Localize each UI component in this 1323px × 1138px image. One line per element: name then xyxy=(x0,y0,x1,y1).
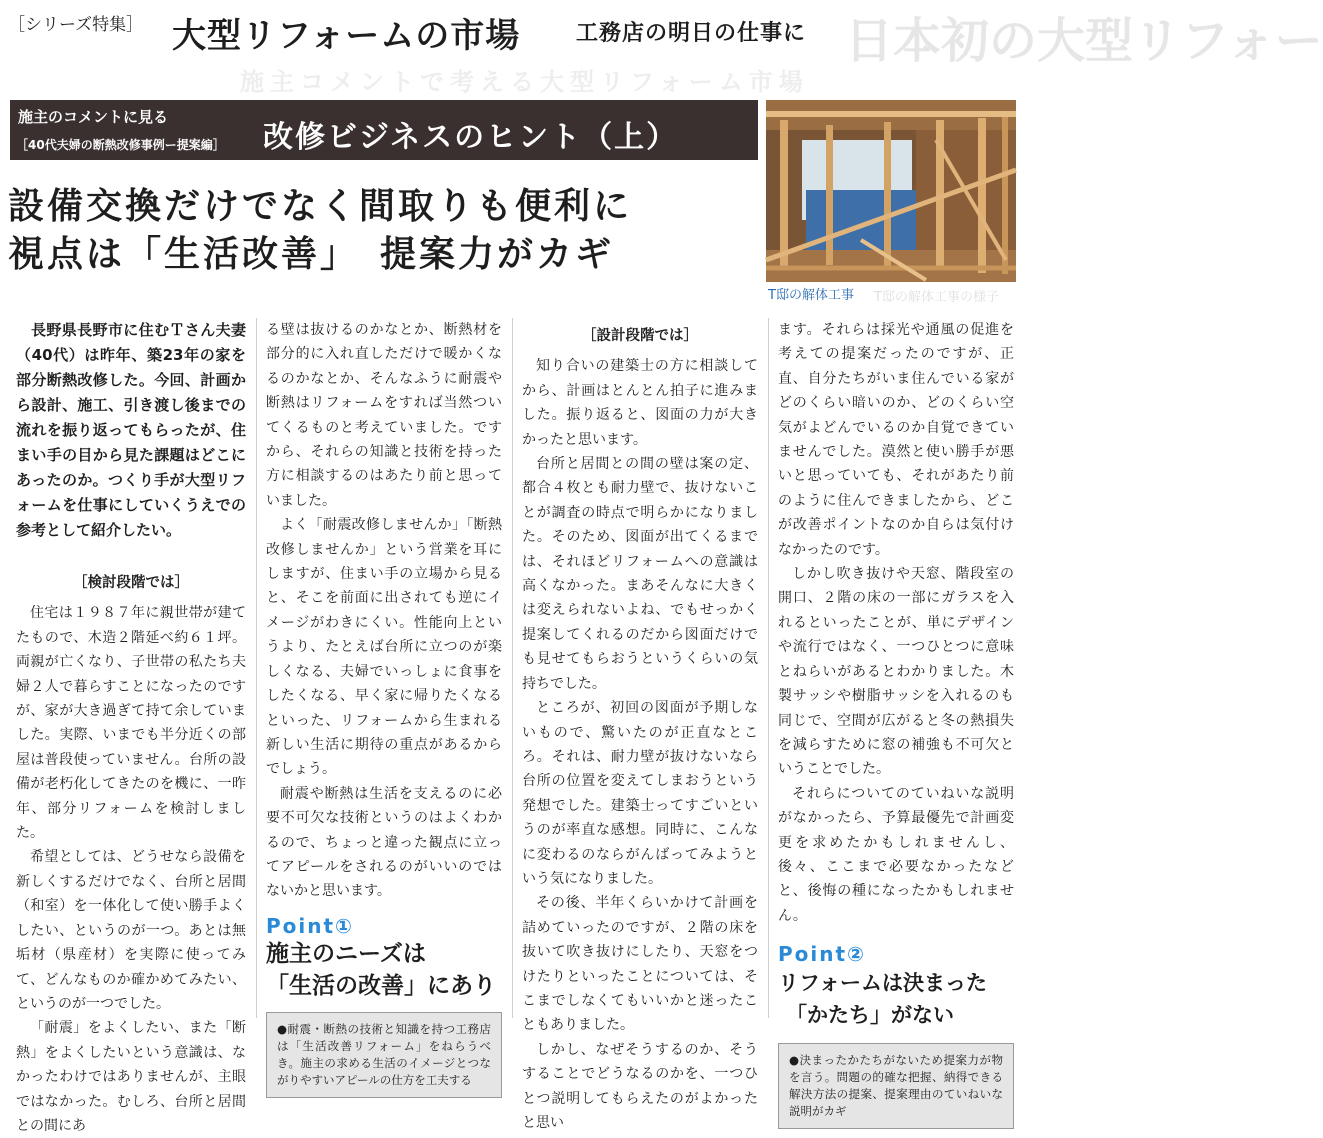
series-tag: ［シリーズ特集］ xyxy=(8,15,144,35)
banner-case-label: ［40代夫婦の断熱改修事例ー提案編］ xyxy=(16,138,225,152)
body-paragraph: 希望としては、どうせなら設備を新しくするだけでなく、台所と居間（和室）を一体化して使い勝手よくしたい、というのが一つ。あとは無垢材（県産材）を実際に使ってみて、どんなものか確かめてみたい、というのが一つでした。 xyxy=(16,849,246,1012)
article-banner xyxy=(10,100,758,160)
body-paragraph: ます。それらは採光や通風の促進を考えての提案だったのですが、正直、自分たちがいま住んでいる家がどのくらい暗いのか、どのくらい空気がよどんでいるのか自覚できていませんでした。漠然と使い勝手が悪いと思っていても、それがあたり前のように住んできましたから、どこが改善ポイントなのか自らは気付けなかったのです。 xyxy=(778,322,1014,558)
point-1-label: Point① xyxy=(266,913,354,938)
body-column-4 xyxy=(778,318,1014,1129)
body-paragraph: る壁は抜けるのかなとか、断熱材を部分的に入れ直しただけで暖かくなるのかなとか、そんなふうに耐震や断熱はリフォームをすれば当然ついてくるものと考えていました。ですから、それらの知識と技術を持った方に相談するのはあたり前と思っていました。 xyxy=(266,322,502,509)
body-paragraph: 耐震や断熱は生活を支えるのに必要不可欠な技術というのはよくわかるので、ちょっと違った観点に立ってアピールをされるのがいいのではないかと思います。 xyxy=(266,785,502,900)
faint-bleed-title: 日本初の大型リフォー xyxy=(845,13,1323,69)
section-heading-design: ［設計段階では］ xyxy=(582,328,698,344)
headline-line-1: 設備交換だけでなく間取りも便利に xyxy=(8,185,633,227)
photo-caption: T邸の解体工事 xyxy=(768,288,854,303)
faint-bleed-line: 施主コメントで考える大型リフォーム市場 xyxy=(240,68,809,96)
body-paragraph: 台所と居間との間の壁は案の定、都合４枚とも耐力壁で、抜けないことが調査の時点で明らかになりました。そのため、図面が出てくるまでは、それほどリフォームへの意識は高くなかった。まあそんなに大きくは変えられないよね、でもせっかく提案してくれるのだから図面だけでも見せてもらおうというくらいの気持ちでした。 xyxy=(522,456,758,692)
banner-label: 施主のコメントに見る xyxy=(18,108,169,126)
body-paragraph: 「耐震」をよくしたい、また「断熱」をよくしたいという意識は、なかったわけではありませんが、主眼ではなかった。むしろ、台所と居間との間にあ xyxy=(16,1020,246,1134)
body-paragraph: よく「耐震改修しませんか」「断熱改修しませんか」という営業を耳にしますが、住まい手の立場から見ると、そこを前面に出されても逆にイメージがわきにくい。性能向上というより、たとえば台所に立つのが楽しくなる、夫婦でいっしょに食事をしたくなる、早く家に帰りたくなるといった、リフォームから生まれる新しい生活に期待の重点があるからでしょう。 xyxy=(266,517,502,778)
banner-title: 改修ビジネスのヒント（上） xyxy=(263,120,679,155)
column-divider xyxy=(768,318,769,1018)
demolition-photo xyxy=(766,100,1016,282)
column-divider xyxy=(512,318,513,1018)
series-title: 大型リフォームの市場 xyxy=(172,16,521,56)
body-paragraph: しかし、なぜそうするのか、そうすることでどうなるのかを、一つひとつ説明してもらえたのがよかったと思い xyxy=(522,1041,758,1131)
body-paragraph: 住宅は１９８７年に親世帯が建てたもので、木造２階延べ約６１坪。両親が亡くなり、子世帯の私たち夫婦２人で暮らすことになったのですが、家が大き過ぎて持て余していました。実際、いまでも半分近くの部屋は普段使っていません。台所の設備が老朽化してきたのを機に、一昨年、部分リフォームを検討しました。 xyxy=(16,605,246,842)
point-1-heading-1: 施主のニーズは xyxy=(266,941,426,968)
body-paragraph: ところが、初回の図面が予期しないもので、驚いたのが正直なところ。それは、耐力壁が抜けないなら台所の位置を変えてしまおうという発想でした。建築士ってすごいというのが率直な感想。同時に、こんなに変わるのならがんばってみようという気になりました。 xyxy=(522,700,758,887)
body-column-1 xyxy=(16,318,246,1138)
column-divider xyxy=(256,318,257,1018)
series-subtitle: 工務店の明日の仕事に xyxy=(576,21,807,46)
body-paragraph: それらについてのていねいな説明がなかったら、予算最優先で計画変更を求めたかもしれませんし、後々、ここまで必要なかったなどと、後悔の種になったかもしれません。 xyxy=(778,785,1014,924)
point-2-summary-box: ●決まったかたちがないため提案力が物を言う。問題の的確な把握、納得できる解決方法の提案、提案理由のていねいな説明がカギ xyxy=(778,1043,1014,1129)
body-paragraph: 知り合いの建築士の方に相談してから、計画はとんとん拍子に進みました。振り返ると、図面の力が大きかったと思います。 xyxy=(522,358,758,448)
section-heading-review: ［検討段階では］ xyxy=(73,575,189,591)
demolition-photo-illustration xyxy=(766,100,1016,282)
point-2-heading-2: 「かたち」がない xyxy=(786,1002,954,1027)
faint-bleed-caption: T邸の解体工事の様子 xyxy=(874,290,999,305)
body-column-2 xyxy=(266,318,502,1098)
body-column-3 xyxy=(522,318,758,1135)
point-1-heading-2: 「生活の改善」にあり xyxy=(266,973,496,1000)
headline-line-2: 視点は「生活改善」 提案力がカギ xyxy=(8,233,615,275)
lead-paragraph: 長野県長野市に住むＴさん夫妻（40代）は昨年、築23年の家を部分断熱改修した。今回、計画から設計、施工、引き渡し後までの流れを振り返ってもらったが、住まい手の目から見た課題はどこにあったのか。つくり手が大型リフォームを仕事にしていくうえでの参考として紹介したい。 xyxy=(16,321,246,539)
body-paragraph: しかし吹き抜けや天窓、階段室の開口、２階の床の一部にガラスを入れるといったことが、単にデザインや流行ではなく、一つひとつに意味とねらいがあるとわかりました。木製サッシや樹脂サッシを入れるのも同じで、空間が広がると冬の熱損失を減らすために窓の補強も不可欠ということでした。 xyxy=(778,566,1014,778)
body-paragraph: その後、半年くらいかけて計画を詰めていったのですが、２階の床を抜いて吹き抜けにしたり、天窓をつけたりといったことについては、そこまでしなくてもいいかと迷ったこともありました。 xyxy=(522,895,758,1034)
point-1-summary-box: ●耐震・断熱の技術と知識を持つ工務店は「生活改善リフォーム」をねらうべき。施主の求める生活のイメージとつながりやすいアピールの仕方を工夫する xyxy=(266,1012,502,1098)
point-2-label: Point② xyxy=(778,942,866,967)
point-2-heading-1: リフォームは決まった xyxy=(778,970,987,995)
